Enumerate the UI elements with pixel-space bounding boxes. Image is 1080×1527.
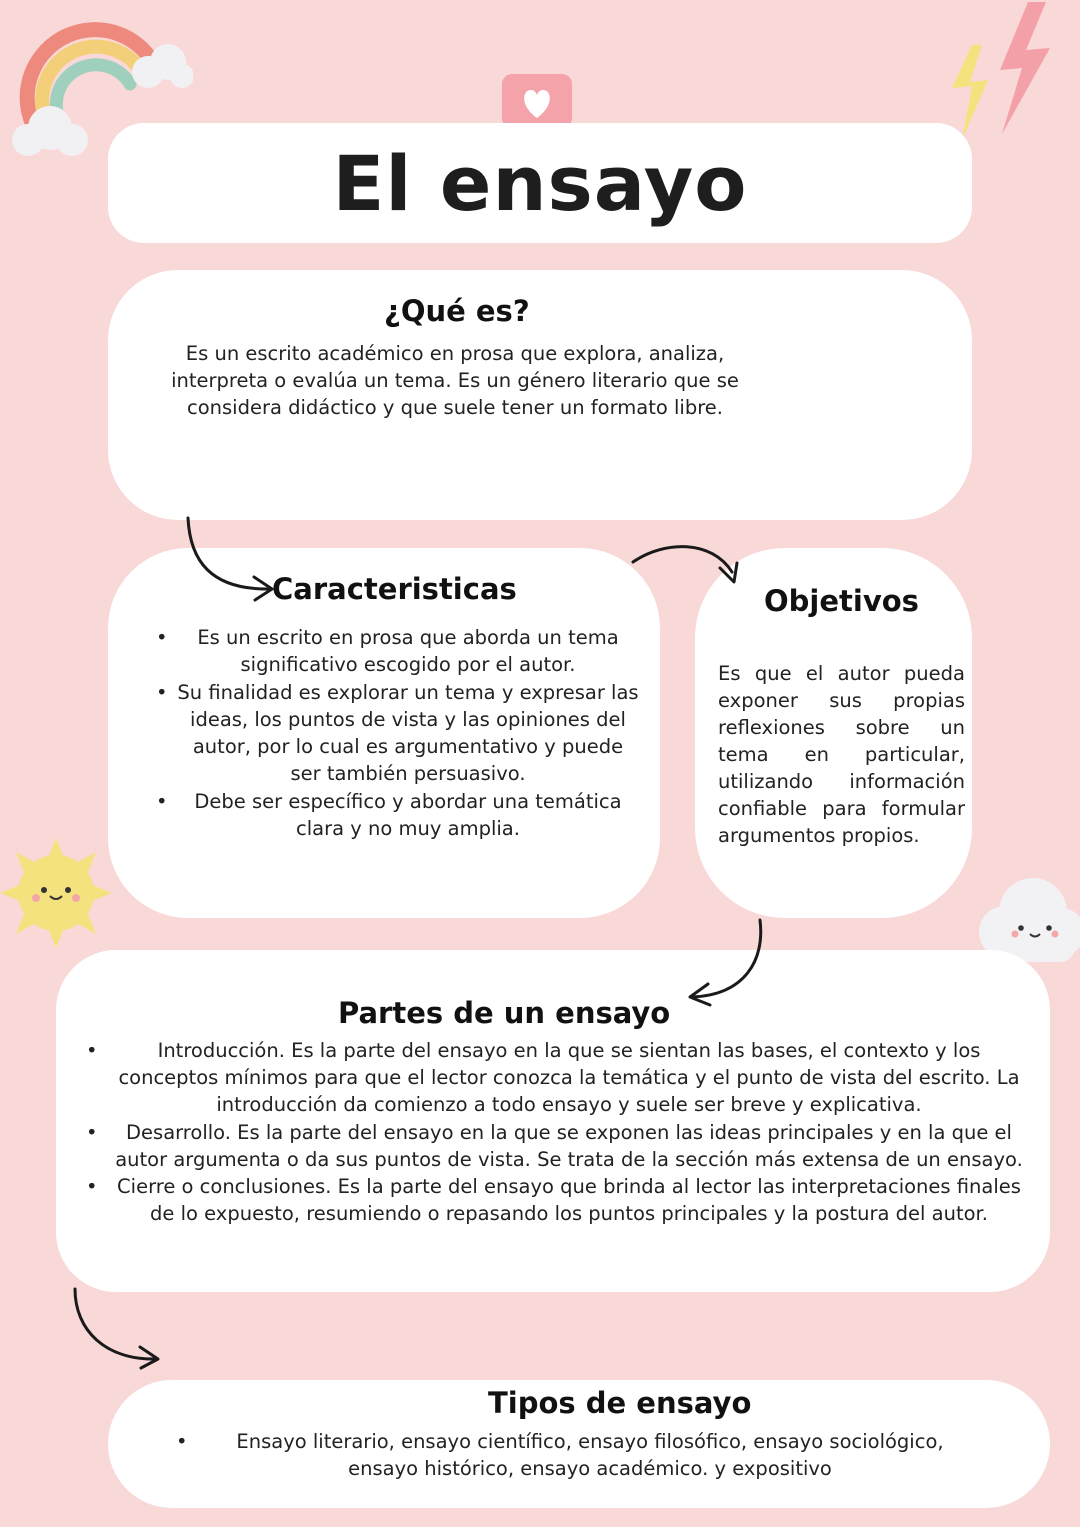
objetivos-heading: Objetivos [764,584,919,618]
partes-list [80,1037,1030,1227]
arrow-objetivos-to-partes [692,920,761,997]
tipos-list [170,1428,970,1482]
list-item: • Cierre o conclusiones. Es la parte del ensayo que brinda al lector las interpretaciones finales de lo expuesto, resumiendo o repasando los puntos principales y la postura del autor. [86,1175,1021,1226]
list-item: • Debe ser específico y abordar una temática clara y no muy amplia. [156,789,622,841]
list-item: • Ensayo literario, ensayo científico, ensayo filosófico, ensayo sociológico, ensayo histórico, ensayo académico. y expositivo [176,1430,944,1481]
caracteristicas-list [150,624,640,842]
arrow-caracteristicas-to-objetivos [633,547,732,572]
list-item: • Es un escrito en prosa que aborda un tema significativo escogido por el autor. [156,626,619,677]
que-es-heading: ¿Qué es? [384,294,530,328]
list-item: • Introducción. Es la parte del ensayo en la que se sientan las bases, el contexto y los conceptos mínimos para que el lector conozca la temática y el punto de vista del escrito. La introducción da comienzo a todo ensayo y suele ser breve y explicativa. [86,1039,1020,1117]
list-item: • Desarrollo. Es la parte del ensayo en la que se exponen las ideas principales y en la que el autor argumenta o da sus puntos de vista. Se trata de la sección más extensa de un ensayo. [86,1120,1023,1171]
que-es-text: Es un escrito académico en prosa que explora, analiza, interpreta o evalúa un tema. Es un género literario que se considera didáctico y que suele tener un formato libre. [171,342,739,419]
tipos-heading: Tipos de ensayo [488,1386,752,1420]
objetivos-text: Es que el autor pueda exponer sus propias reflexiones sobre un tema en particular, utilizando información confiable para formular argumentos propios. [718,662,965,847]
partes-heading: Partes de un ensayo [338,996,671,1030]
caracteristicas-heading: Caracteristicas [272,572,517,606]
list-item: • Su finalidad es explorar un tema y expresar las ideas, los puntos de vista y las opiniones del autor, por lo cual es argumentativo y puede ser también persuasivo. [156,680,639,786]
page-title: El ensayo [332,138,748,228]
